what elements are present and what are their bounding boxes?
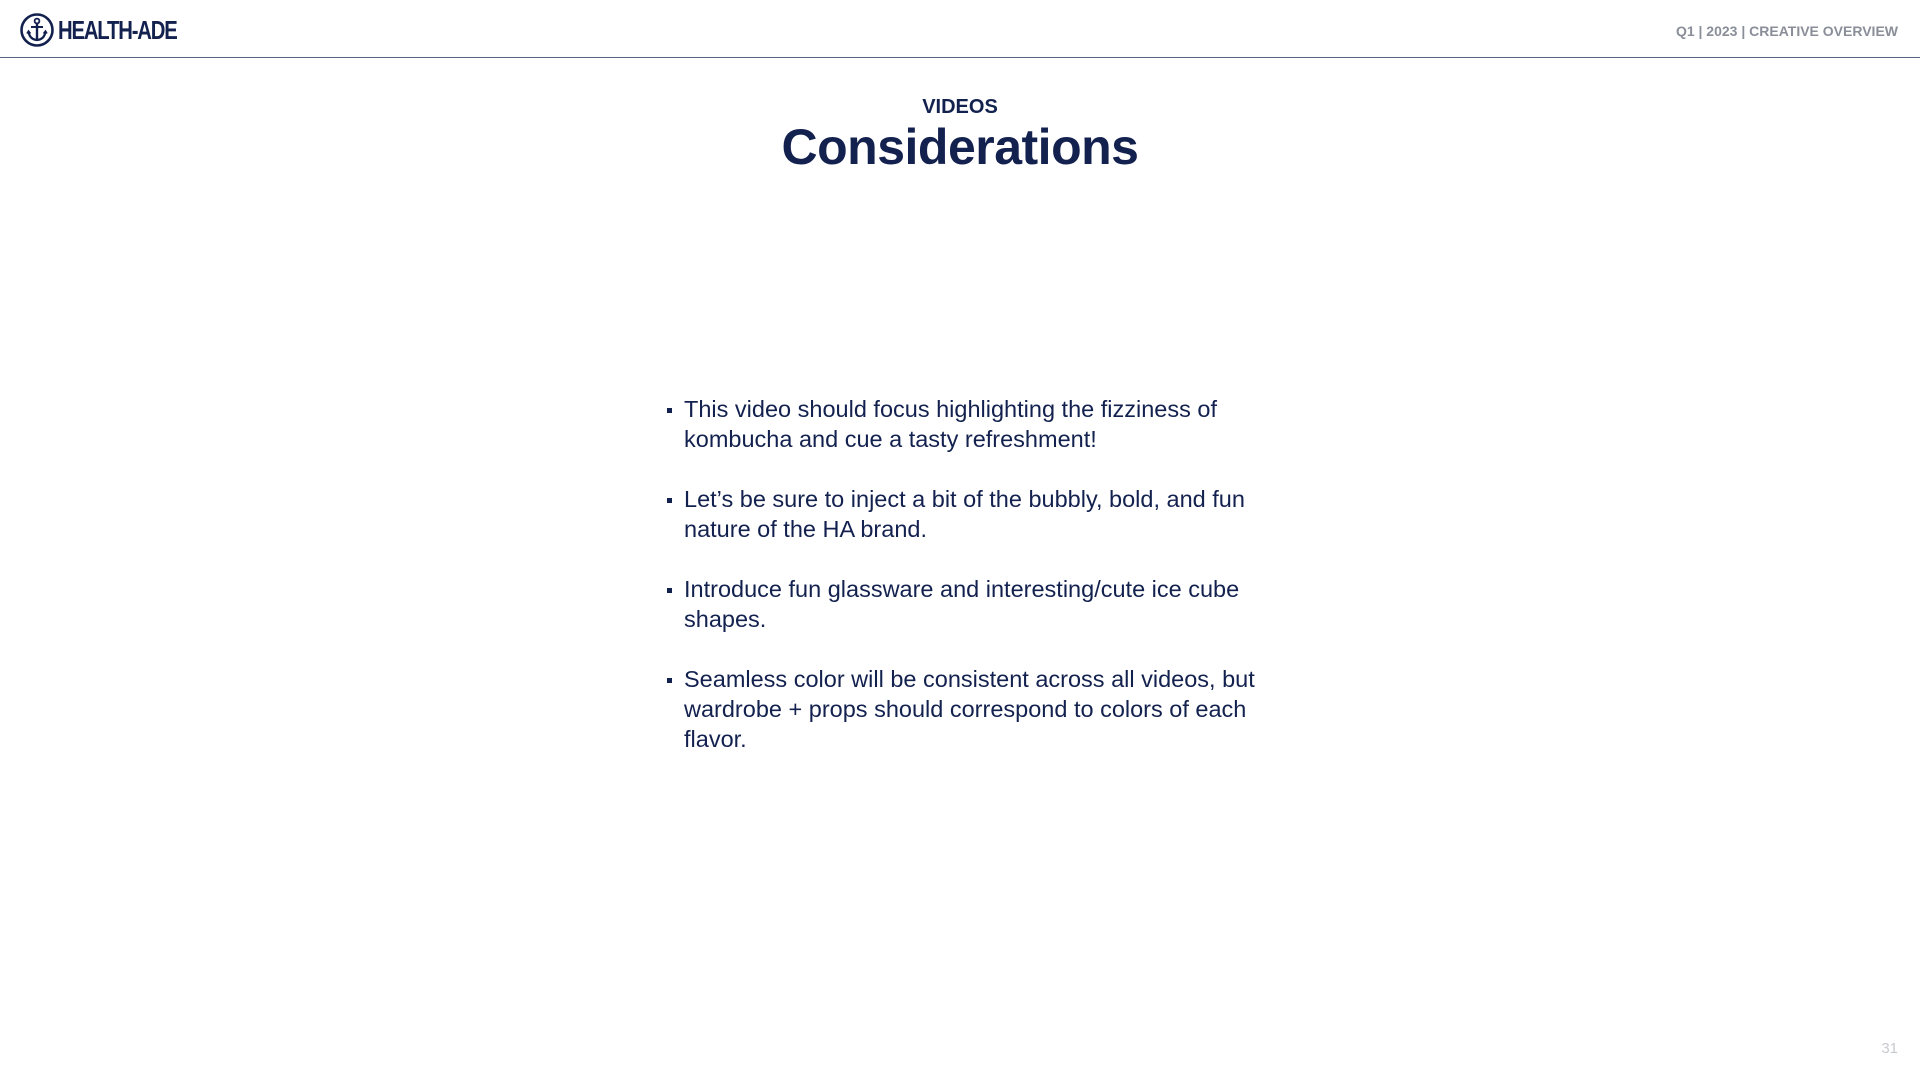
- brand-logo: [20, 12, 210, 48]
- section-label: VIDEOS: [922, 96, 998, 118]
- page-title: Considerations: [781, 119, 1139, 175]
- list-item: Seamless color will be consistent across all videos, but wardrobe + props should correspond to colors of each flavor.: [665, 664, 1275, 754]
- deck-meta: Q1 | 2023 | CREATIVE OVERVIEW: [1675, 23, 1898, 39]
- brand-name: HEALTH-ADE: [58, 14, 177, 45]
- slide-header: [0, 0, 1920, 58]
- list-item: Let’s be sure to inject a bit of the bubbly, bold, and fun nature of the HA brand.: [665, 484, 1275, 544]
- page-number: 31: [1881, 1040, 1898, 1057]
- list-item: This video should focus highlighting the fizziness of kombucha and cue a tasty refreshment!: [665, 394, 1275, 454]
- considerations-list: [665, 394, 1275, 784]
- list-item: Introduce fun glassware and interesting/cute ice cube shapes.: [665, 574, 1275, 634]
- anchor-icon: [20, 13, 54, 47]
